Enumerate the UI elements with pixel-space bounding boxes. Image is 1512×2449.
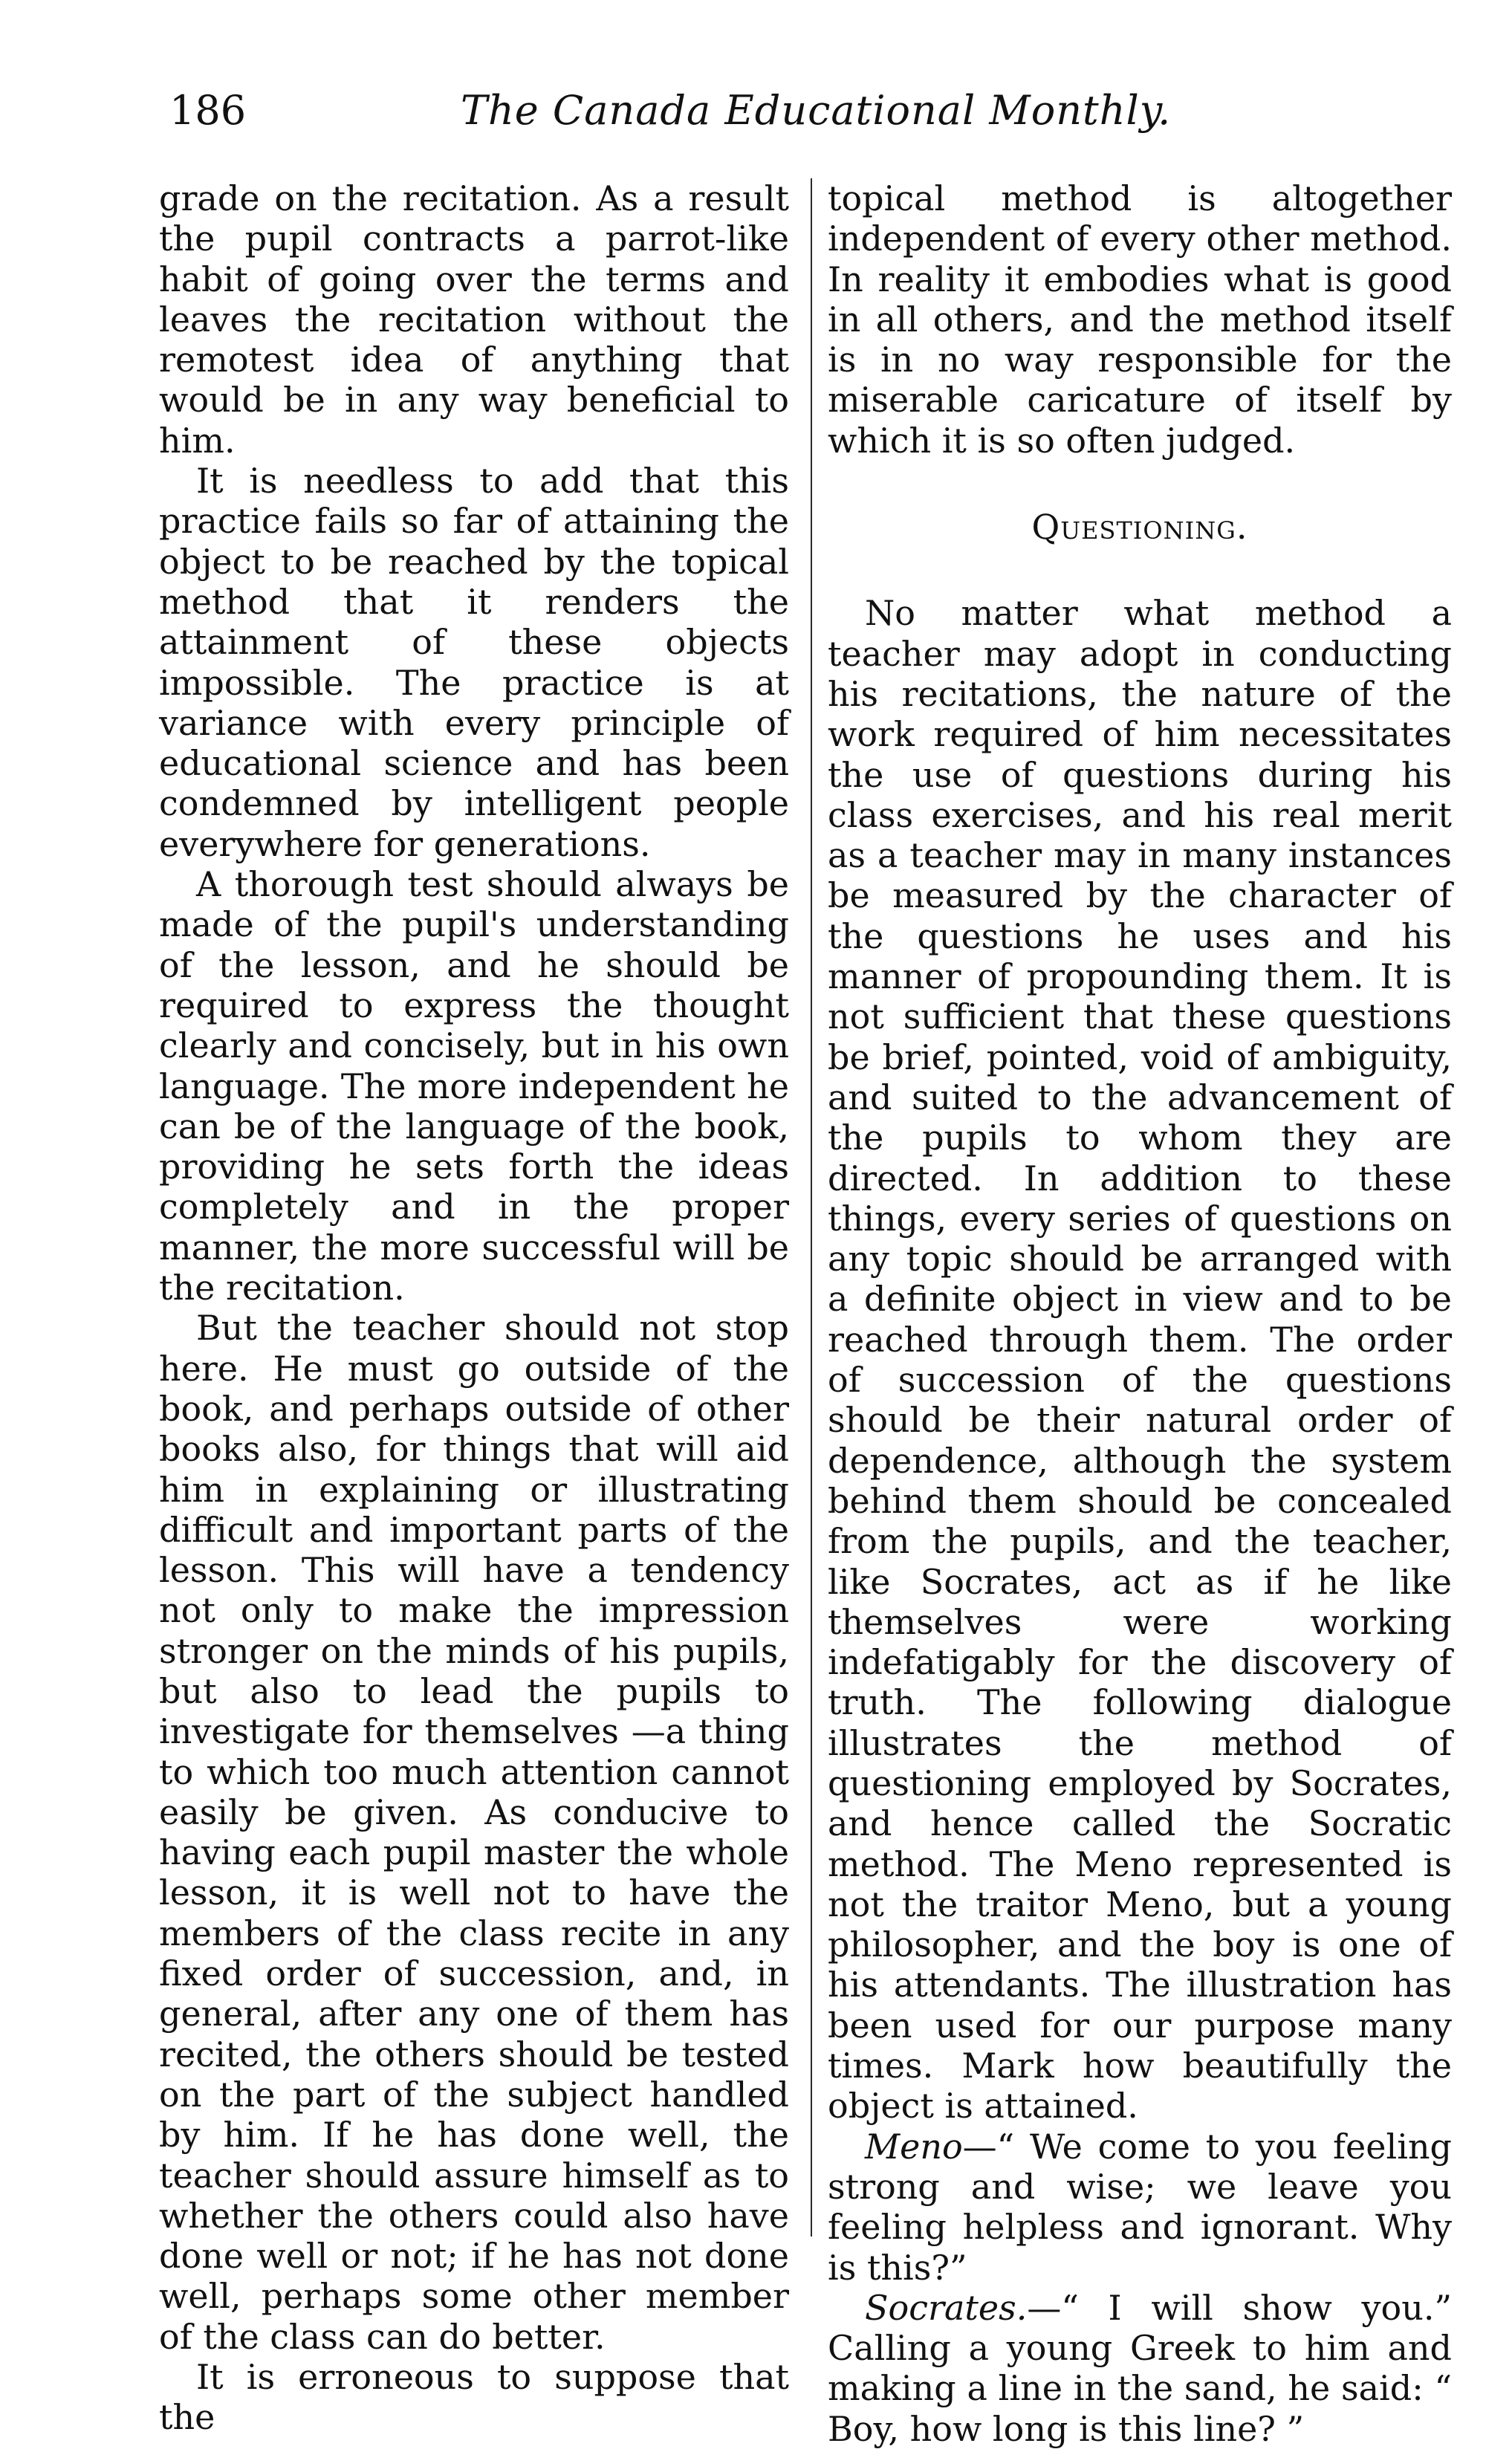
speaker-socrates: Socrates. <box>865 2287 1028 2328</box>
dialogue-text: —“ I will show you.” Calling a young Greek to him and making a line in the sand, he said: “ Boy, how long is this line? ” <box>828 2287 1452 2449</box>
paragraph: It is needless to add that this practice fails so far of attaining the object to be reached by the topical method that it renders the attainment of these objects impossible. The practice is at variance with every principle of educational science and has been condemned by intelligent people everywhere for generations. <box>159 461 789 864</box>
dialogue-meno <box>828 2127 1452 2288</box>
dialogue-socrates <box>828 2288 1452 2449</box>
speaker-meno: Meno <box>865 2126 963 2167</box>
running-title: The Canada Educational Monthly. <box>461 87 1172 134</box>
paragraph: topical method is altogether independent of every other method. In reality it embodies what is good in all others, and the method itself is in no way responsible for the miserable caricature of itself by which it is so often judged. <box>828 178 1452 461</box>
paragraph: It is erroneous to suppose that the <box>159 2357 789 2438</box>
column-divider <box>811 178 812 2236</box>
left-column <box>159 178 789 2438</box>
paragraph: A thorough test should always be made of the pupil's understanding of the lesson, and he should be required to express the thought clearly and concisely, but in his own language. The more independent he can be of the language of the book, providing he sets forth the ideas completely and in the proper manner, the more successful will be the recitation. <box>159 864 789 1308</box>
section-heading: Questioning. <box>1031 507 1248 548</box>
paragraph: No matter what method a teacher may adopt in conducting his recitations, the nature of the work required of him necessitates the use of questions during his class exercises, and his real merit as a teacher may in many instances be measured by the character of the questions he uses and his manner of propounding them. It is not sufficient that these questions be brief, pointed, void of ambiguity, and suited to the advancement of the pupils to whom they are directed. In addition to these things, every series of questions on any topic should be arranged with a definite object in view and to be reached through them. The order of succession of the questions should be their natural order of dependence, although the system behind them should be concealed from the pupils, and the teacher, like Socrates, act as if he like themselves were working indefatigably for the discovery of truth. The following dialogue illustrates the method of questioning employed by Socrates, and hence called the Socratic method. The Meno represented is not the traitor Meno, but a young philosopher, and the boy is one of his attendants. The illustration has been used for our purpose many times. Mark how beautifully the object is attained. <box>828 593 1452 2127</box>
right-column <box>828 178 1452 2449</box>
page-number: 186 <box>169 87 247 134</box>
paragraph: grade on the recitation. As a result the pupil contracts a parrot-like habit of going over the terms and leaves the recitation without the remotest idea of anything that would be in any way beneficial to him. <box>159 178 789 461</box>
paragraph: But the teacher should not stop here. He must go outside of the book, and perhaps outside of other books also, for things that will aid him in explaining or illustrating difficult and important parts of the lesson. This will have a tendency not only to make the impression stronger on the minds of his pupils, but also to lead the pupils to investigate for themselves —a thing to which too much attention cannot easily be given. As conducive to having each pupil master the whole lesson, it is well not to have the members of the class recite in any fixed order of succession, and, in general, after any one of them has recited, the others should be tested on the part of the subject handled by him. If he has done well, the teacher should assure himself as to whether the others could also have done well or not; if he has not done well, perhaps some other member of the class can do better. <box>159 1308 789 2357</box>
dialogue-text: —“ We come to you feeling strong and wise; we leave you feeling helpless and ignorant. Why is this?” <box>828 2126 1452 2288</box>
